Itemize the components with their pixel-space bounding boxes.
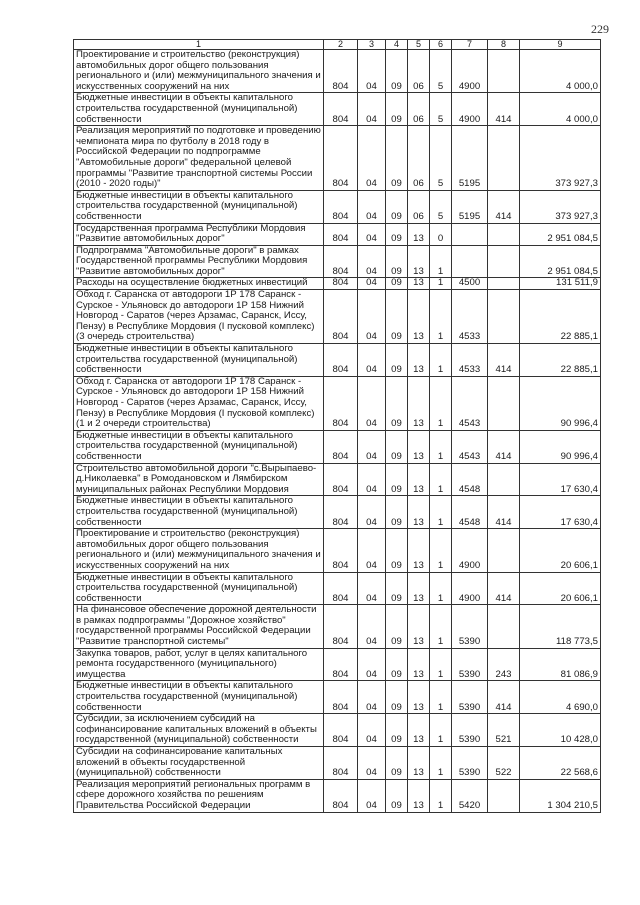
ministry-code-cell: 804 [324,290,358,344]
expense-type-cell [488,529,520,572]
program-code-cell: 13 [408,648,430,681]
section-code-cell: 04 [358,572,386,605]
program-code-cell: 13 [408,376,430,430]
subprogram-code-cell: 1 [430,376,452,430]
expense-type-cell: 414 [488,190,520,223]
header-cell: 1 [74,40,324,50]
subsection-code-cell: 09 [386,126,408,191]
table-row [74,779,601,812]
ministry-code-cell: 804 [324,463,358,496]
ministry-code-cell: 804 [324,779,358,812]
section-code-cell: 04 [358,529,386,572]
ministry-code-cell: 804 [324,190,358,223]
row-name-cell: Закупка товаров, работ, услуг в целях капитального ремонта государственного (муниципального) имущества [74,648,324,681]
amount-cell: 1 304 210,5 [520,779,601,812]
section-code-cell: 04 [358,747,386,780]
row-name-cell: Бюджетные инвестиции в объекты капитального строительства государственной (муниципальной) собственности [74,496,324,529]
table-row [74,572,601,605]
amount-cell: 20 606,1 [520,572,601,605]
amount-cell: 4 000,0 [520,50,601,93]
subsection-code-cell: 09 [386,278,408,290]
row-name-cell: Подпрограмма "Автомобильные дороги" в рамках Государственной программы Республики Мордовия "Развитие автомобильных дорог" [74,245,324,278]
amount-cell: 2 951 084,5 [520,245,601,278]
program-code-cell: 13 [408,747,430,780]
program-code-cell: 06 [408,190,430,223]
expense-type-cell [488,50,520,93]
subprogram-code-cell: 1 [430,278,452,290]
header-row [74,40,601,50]
row-name-cell: Реализация мероприятий по подготовке и проведению чемпионата мира по футболу в 2018 году в Российской Федерации по подпрограмме "Автомобильные дороги" федеральной целевой программы "Развитие транспортной системы России (2010 - 2020 годы)" [74,126,324,191]
expense-type-cell [488,376,520,430]
program-code-cell: 13 [408,681,430,714]
ministry-code-cell: 804 [324,648,358,681]
program-code-cell: 13 [408,278,430,290]
table-row [74,290,601,344]
program-code-cell: 13 [408,714,430,747]
subprogram-code-cell: 1 [430,430,452,463]
subsection-code-cell: 09 [386,572,408,605]
amount-cell: 22 885,1 [520,344,601,377]
row-name-cell: Бюджетные инвестиции в объекты капитального строительства государственной (муниципальной) собственности [74,93,324,126]
expense-type-cell [488,290,520,344]
subsection-code-cell: 09 [386,779,408,812]
amount-cell: 10 428,0 [520,714,601,747]
subsection-code-cell: 09 [386,376,408,430]
row-name-cell: Бюджетные инвестиции в объекты капитального строительства государственной (муниципальной) собственности [74,430,324,463]
program-code-cell: 13 [408,463,430,496]
program-code-cell: 13 [408,344,430,377]
subprogram-code-cell: 1 [430,714,452,747]
budget-table [73,39,601,813]
subprogram-code-cell: 1 [430,681,452,714]
subsection-code-cell: 09 [386,463,408,496]
expense-type-cell [488,126,520,191]
subprogram-code-cell: 1 [430,344,452,377]
program-code-cell: 06 [408,93,430,126]
section-code-cell: 04 [358,376,386,430]
target-article-cell: 4533 [452,344,488,377]
row-name-cell: Проектирование и строительство (реконструкция) автомобильных дорог общего пользования регионального и (или) межмуниципального значения и искусственных сооружений на них [74,529,324,572]
row-name-cell: Реализация мероприятий региональных программ в сфере дорожного хозяйства по решениям Правительства Российской Федерации [74,779,324,812]
section-code-cell: 04 [358,605,386,648]
section-code-cell: 04 [358,126,386,191]
section-code-cell: 04 [358,681,386,714]
subsection-code-cell: 09 [386,190,408,223]
subprogram-code-cell: 1 [430,529,452,572]
row-name-cell: Бюджетные инвестиции в объекты капитального строительства государственной (муниципальной) собственности [74,344,324,377]
amount-cell: 90 996,4 [520,376,601,430]
target-article-cell: 5420 [452,779,488,812]
ministry-code-cell: 804 [324,278,358,290]
section-code-cell: 04 [358,344,386,377]
section-code-cell: 04 [358,463,386,496]
page-number: 229 [591,22,609,36]
subsection-code-cell: 09 [386,714,408,747]
target-article-cell: 4548 [452,496,488,529]
table-row [74,344,601,377]
amount-cell: 20 606,1 [520,529,601,572]
table-row [74,463,601,496]
row-name-cell: Строительство автомобильной дороги "с.Вырыпаево-д.Николаевка" в Ромодановском и Лямбирском муниципальных районах Республики Мордовия [74,463,324,496]
program-code-cell: 13 [408,496,430,529]
row-name-cell: Бюджетные инвестиции в объекты капитального строительства государственной (муниципальной) собственности [74,190,324,223]
expense-type-cell: 521 [488,714,520,747]
target-article-cell: 4900 [452,572,488,605]
expense-type-cell: 414 [488,681,520,714]
ministry-code-cell: 804 [324,496,358,529]
program-code-cell: 13 [408,290,430,344]
amount-cell: 17 630,4 [520,463,601,496]
target-article-cell: 5390 [452,747,488,780]
amount-cell: 90 996,4 [520,430,601,463]
target-article-cell: 4900 [452,529,488,572]
subprogram-code-cell: 1 [430,747,452,780]
table-row [74,93,601,126]
expense-type-cell: 414 [488,496,520,529]
subsection-code-cell: 09 [386,223,408,245]
target-article-cell: 4543 [452,376,488,430]
header-cell: 5 [408,40,430,50]
table-row [74,747,601,780]
table-row [74,605,601,648]
subsection-code-cell: 09 [386,529,408,572]
subprogram-code-cell: 0 [430,223,452,245]
table-row [74,529,601,572]
subprogram-code-cell: 1 [430,572,452,605]
target-article-cell: 5195 [452,190,488,223]
row-name-cell: Субсидии, за исключением субсидий на софинансирование капитальных вложений в объекты государственной (муниципальной) собственности [74,714,324,747]
amount-cell: 22 568,6 [520,747,601,780]
table-row [74,681,601,714]
row-name-cell: Проектирование и строительство (реконструкция) автомобильных дорог общего пользования регионального и (или) межмуниципального значения и искусственных сооружений на них [74,50,324,93]
subsection-code-cell: 09 [386,93,408,126]
section-code-cell: 04 [358,245,386,278]
subprogram-code-cell: 1 [430,290,452,344]
ministry-code-cell: 804 [324,714,358,747]
target-article-cell: 5390 [452,648,488,681]
section-code-cell: 04 [358,430,386,463]
expense-type-cell: 522 [488,747,520,780]
table-row [74,50,601,93]
amount-cell: 2 951 084,5 [520,223,601,245]
row-name-cell: Обход г. Саранска от автодороги 1Р 178 Саранск - Сурское - Ульяновск до автодороги 1Р 158 Нижний Новгород - Саратов (через Арзамас, Саранск, Иссу, Пензу) в Республике Мордовия (I пусковой комплекс) (1 и 2 очереди строительства) [74,376,324,430]
ministry-code-cell: 804 [324,93,358,126]
expense-type-cell: 414 [488,93,520,126]
table-row [74,376,601,430]
target-article-cell: 4900 [452,50,488,93]
header-cell: 8 [488,40,520,50]
program-code-cell: 13 [408,572,430,605]
amount-cell: 131 511,9 [520,278,601,290]
row-name-cell: Обход г. Саранска от автодороги 1Р 178 Саранск - Сурское - Ульяновск до автодороги 1Р 158 Нижний Новгород - Саратов (через Арзамас, Саранск, Иссу, Пензу) в Республике Мордовия (I пусковой комплекс) (3 очередь строительства) [74,290,324,344]
expense-type-cell: 414 [488,344,520,377]
program-code-cell: 13 [408,605,430,648]
subsection-code-cell: 09 [386,681,408,714]
section-code-cell: 04 [358,779,386,812]
row-name-cell: Бюджетные инвестиции в объекты капитального строительства государственной (муниципальной) собственности [74,681,324,714]
target-article-cell: 4533 [452,290,488,344]
table-row [74,496,601,529]
ministry-code-cell: 804 [324,376,358,430]
section-code-cell: 04 [358,223,386,245]
amount-cell: 22 885,1 [520,290,601,344]
subprogram-code-cell: 1 [430,245,452,278]
target-article-cell: 4900 [452,93,488,126]
row-name-cell: Бюджетные инвестиции в объекты капитального строительства государственной (муниципальной) собственности [74,572,324,605]
amount-cell: 81 086,9 [520,648,601,681]
row-name-cell: На финансовое обеспечение дорожной деятельности в рамках подпрограммы "Дорожное хозяйство" государственной программы Российской Федерации "Развитие транспортной системы" [74,605,324,648]
program-code-cell: 13 [408,245,430,278]
subsection-code-cell: 09 [386,648,408,681]
row-name-cell: Субсидии на софинансирование капитальных вложений в объекты государственной (муниципальной) собственности [74,747,324,780]
header-cell: 9 [520,40,601,50]
ministry-code-cell: 804 [324,747,358,780]
amount-cell: 4 000,0 [520,93,601,126]
subprogram-code-cell: 5 [430,190,452,223]
target-article-cell: 5390 [452,605,488,648]
row-name-cell: Расходы на осуществление бюджетных инвестиций [74,278,324,290]
ministry-code-cell: 804 [324,344,358,377]
program-code-cell: 06 [408,126,430,191]
target-article-cell: 5390 [452,714,488,747]
ministry-code-cell: 804 [324,605,358,648]
header-cell: 7 [452,40,488,50]
program-code-cell: 13 [408,779,430,812]
section-code-cell: 04 [358,278,386,290]
table-row [74,278,601,290]
program-code-cell: 13 [408,430,430,463]
expense-type-cell [488,278,520,290]
expense-type-cell [488,223,520,245]
subprogram-code-cell: 5 [430,126,452,191]
target-article-cell: 4543 [452,430,488,463]
target-article-cell: 4500 [452,278,488,290]
section-code-cell: 04 [358,648,386,681]
program-code-cell: 06 [408,50,430,93]
header-cell: 4 [386,40,408,50]
subsection-code-cell: 09 [386,605,408,648]
table-row [74,648,601,681]
amount-cell: 17 630,4 [520,496,601,529]
table-row [74,714,601,747]
table-row [74,245,601,278]
target-article-cell [452,245,488,278]
section-code-cell: 04 [358,93,386,126]
subprogram-code-cell: 1 [430,496,452,529]
subsection-code-cell: 09 [386,430,408,463]
expense-type-cell [488,605,520,648]
row-name-cell: Государственная программа Республики Мордовия "Развитие автомобильных дорог" [74,223,324,245]
subsection-code-cell: 09 [386,747,408,780]
section-code-cell: 04 [358,190,386,223]
ministry-code-cell: 804 [324,681,358,714]
subprogram-code-cell: 1 [430,648,452,681]
target-article-cell [452,223,488,245]
subsection-code-cell: 09 [386,50,408,93]
ministry-code-cell: 804 [324,529,358,572]
table-row [74,190,601,223]
section-code-cell: 04 [358,290,386,344]
expense-type-cell [488,245,520,278]
amount-cell: 373 927,3 [520,190,601,223]
ministry-code-cell: 804 [324,572,358,605]
header-cell: 6 [430,40,452,50]
ministry-code-cell: 804 [324,126,358,191]
ministry-code-cell: 804 [324,223,358,245]
ministry-code-cell: 804 [324,430,358,463]
section-code-cell: 04 [358,496,386,529]
subprogram-code-cell: 5 [430,50,452,93]
section-code-cell: 04 [358,50,386,93]
expense-type-cell [488,779,520,812]
table-row [74,430,601,463]
amount-cell: 118 773,5 [520,605,601,648]
section-code-cell: 04 [358,714,386,747]
subsection-code-cell: 09 [386,290,408,344]
target-article-cell: 4548 [452,463,488,496]
header-cell: 2 [324,40,358,50]
target-article-cell: 5390 [452,681,488,714]
subprogram-code-cell: 1 [430,605,452,648]
ministry-code-cell: 804 [324,245,358,278]
subprogram-code-cell: 5 [430,93,452,126]
expense-type-cell: 414 [488,572,520,605]
subprogram-code-cell: 1 [430,463,452,496]
amount-cell: 373 927,3 [520,126,601,191]
header-cell: 3 [358,40,386,50]
expense-type-cell: 243 [488,648,520,681]
program-code-cell: 13 [408,529,430,572]
program-code-cell: 13 [408,223,430,245]
amount-cell: 4 690,0 [520,681,601,714]
subsection-code-cell: 09 [386,344,408,377]
subsection-code-cell: 09 [386,496,408,529]
expense-type-cell [488,463,520,496]
table-row [74,126,601,191]
expense-type-cell: 414 [488,430,520,463]
subsection-code-cell: 09 [386,245,408,278]
table-row [74,223,601,245]
target-article-cell: 5195 [452,126,488,191]
subprogram-code-cell: 1 [430,779,452,812]
ministry-code-cell: 804 [324,50,358,93]
